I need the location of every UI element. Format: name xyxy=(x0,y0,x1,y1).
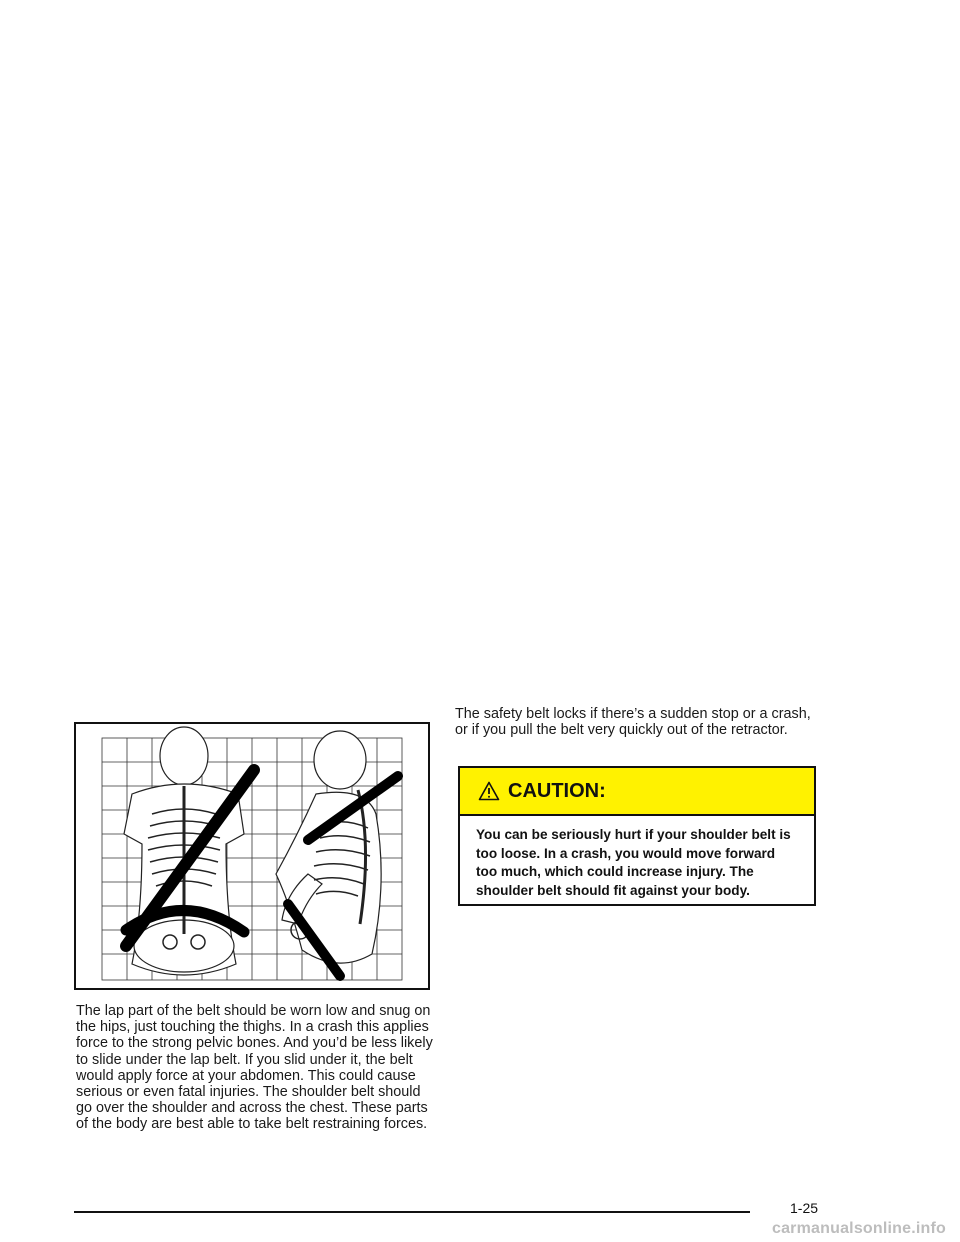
watermark: carmanualsonline.info xyxy=(771,1220,946,1237)
warning-triangle-icon xyxy=(478,781,500,801)
caution-box xyxy=(458,766,816,906)
caution-header xyxy=(460,768,814,816)
footer-rule xyxy=(74,1211,750,1213)
page-number: 1-25 xyxy=(790,1200,819,1216)
seatbelt-skeleton-illustration xyxy=(76,724,428,988)
belt-lock-paragraph: The safety belt locks if there’s a sudden stop or a crash, or if you pull the belt very quickly out of the retractor. xyxy=(455,706,811,739)
caution-text: You can be seriously hurt if your shoulder belt is too loose. In a crash, you would move forward too much, which could increase injury. The shoulder belt should fit against your body. xyxy=(476,827,791,898)
caution-title: CAUTION: xyxy=(508,779,606,802)
lap-belt-paragraph: The lap part of the belt should be worn low and snug on the hips, just touching the thighs. In a crash this applies force to the strong pelvic bones. And you’d be less likely to slide under the lap belt. If you slid under it, the belt would apply force at your abdomen. This could cause serious or even fatal injuries. The shoulder belt should go over the shoulder and across the chest. These parts of the body are best able to take belt restraining forces. xyxy=(76,1003,433,1133)
seatbelt-figure xyxy=(74,722,430,990)
